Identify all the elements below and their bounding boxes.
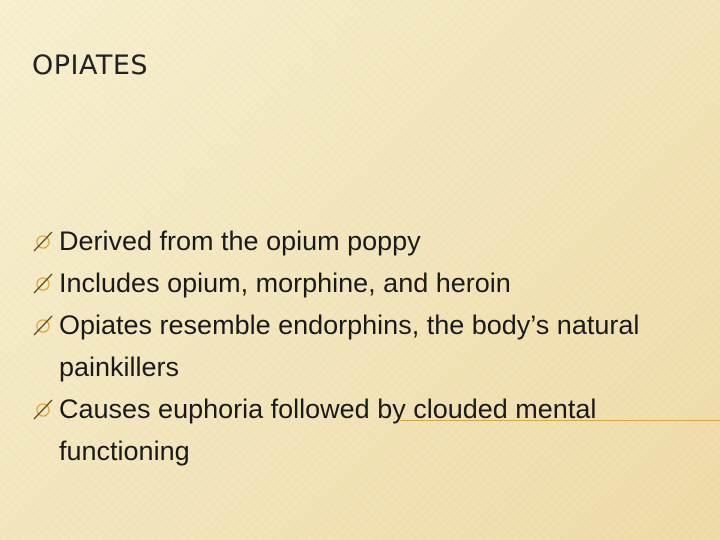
bullet-item: [32, 304, 702, 388]
bullet-item: [32, 262, 702, 304]
slashed-circle-icon: [32, 272, 54, 294]
bullet-item: [32, 388, 702, 472]
slide-title: OPIATES: [32, 50, 149, 81]
bullet-item: [32, 220, 702, 262]
bullet-list: [32, 220, 702, 472]
bullet-text: Causes euphoria followed by clouded mental functioning: [59, 394, 597, 466]
bullet-text: Includes opium, morphine, and heroin: [59, 268, 511, 298]
slashed-circle-icon: [32, 398, 54, 420]
bullet-text: Derived from the opium poppy: [59, 226, 421, 256]
slashed-circle-icon: [32, 314, 54, 336]
bullet-text: Opiates resemble endorphins, the body’s natural painkillers: [59, 310, 640, 382]
slashed-circle-icon: [32, 230, 54, 252]
